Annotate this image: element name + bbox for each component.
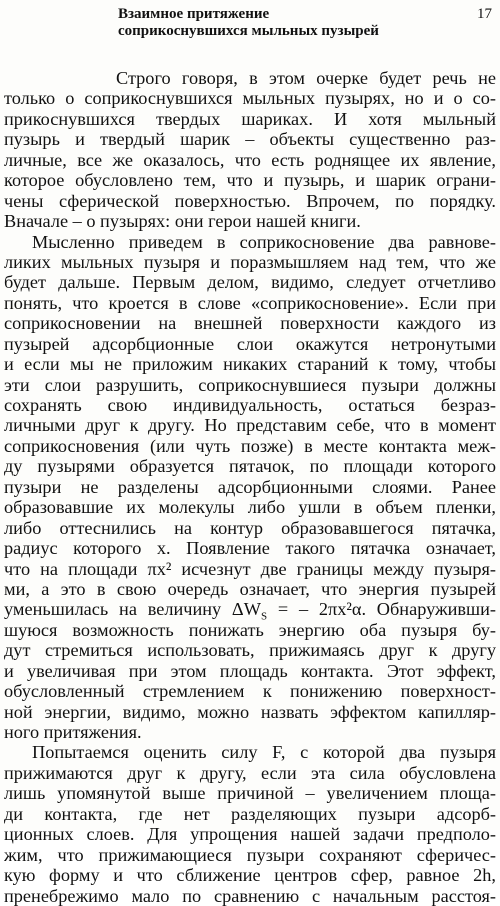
body-line: только о соприкоснувшихся мыльных пузырях, но и о со-: [4, 88, 496, 109]
body-line: кую форму и что сближение центров сфер, равное 2h,: [4, 865, 496, 886]
body-line: ми, а это в свою очередь означает, что энергия пузырей: [4, 578, 496, 599]
body-line: радиус которого x. Появление такого пятачка означает,: [4, 538, 496, 559]
section-title: [118, 6, 458, 40]
body-line: ного притяжения.: [4, 722, 142, 742]
body-line: прикоснувшихся твердых шариках. И хотя мыльный: [4, 108, 496, 129]
body-line: либо оттеснились на контур образовавшегося пятачка,: [4, 517, 496, 538]
body-line: пузырь и твердый шарик – объекты существенно раз-: [4, 129, 496, 150]
body-line: и увеличивая при этом площадь контакта. Этот эффект,: [4, 660, 496, 681]
body-line: будет дальше. Первым делом, видимо, следует отчетливо: [4, 272, 496, 293]
body-line: ду пузырями образуется пятачок, по площади которого: [4, 456, 496, 477]
body-line: понять, что кроется в слове «соприкосновение». Если при: [4, 292, 496, 313]
body-line: жим, что прижимающиеся пузыри сохраняют сферичес-: [4, 844, 496, 865]
body-line: что на площади πx² исчезнут две границы между пузыря-: [4, 558, 496, 579]
body-line: прижимаются друг к другу, если эта сила обусловлена: [4, 762, 496, 783]
body-line: соприкосновения (или чуть позже) в месте контакта меж-: [4, 435, 496, 456]
body-line: Попытаемся оценить силу F, с которой два пузыря: [32, 742, 496, 763]
body-line: лишь упомянутой выше причиной – увеличением площа-: [4, 783, 496, 804]
body-line: ликих мыльных пузыря и поразмышляем над тем, что же: [4, 251, 496, 272]
body-line: Вначале – о пузырях: они герои нашей книги.: [4, 211, 361, 232]
body-line: ной энергии, видимо, можно назвать эффектом капилляр-: [4, 701, 496, 722]
page-number: 17: [477, 6, 492, 22]
body-text: [4, 68, 496, 906]
body-line: пузырей адсорбционные слои окажутся нетронутыми: [4, 333, 496, 354]
body-line: пузыри не разделены адсорбционными слоями. Ранее: [4, 476, 496, 497]
section-title-line-1: Взаимное притяжение: [118, 6, 270, 22]
body-line: уменьшилась на величину $\Delta W_S$ = – 2πx²α. Обнаруживши-: [4, 599, 496, 620]
body-line: соприкосновении на внешней поверхности каждого из: [4, 313, 496, 334]
body-line: шуюся возможность понижать энергию оба пузыря бу-: [4, 619, 496, 640]
body-line: личные, все же оказалось, что есть роднящее их явление,: [4, 149, 496, 170]
body-line: Мысленно приведем в соприкосновение два равнове-: [32, 231, 496, 252]
body-line: ди контакта, где нет разделяющих пузыри адсорб-: [4, 803, 496, 824]
body-line: и если мы не приложим никаких стараний к тому, чтобы: [4, 354, 496, 375]
body-line: личными друг к другу. Но представим себе, что в момент: [4, 415, 496, 436]
body-line: дут стремиться использовать, прижимаясь друг к другу: [4, 640, 496, 661]
body-line: обусловленный стремлением к понижению поверхност-: [4, 681, 496, 702]
body-line: чены сферической поверхностью. Впрочем, по порядку.: [4, 190, 496, 211]
body-line: сохранять свою индивидуальность, остаться безраз-: [4, 395, 496, 415]
body-line: Строго говоря, в этом очерке будет речь не: [116, 68, 496, 88]
body-line: пренебрежимо мало по сравнению с начальным расстоя-: [4, 885, 496, 906]
section-title-line-2: соприкоснувшихся мыльных пузырей: [118, 23, 379, 39]
body-line: образовавшие их молекулы либо ушли в объем пленки,: [4, 497, 496, 518]
body-line: ционных слоев. Для упрощения нашей задачи предполо-: [4, 824, 496, 845]
body-line: которое обусловлено тем, что и пузырь, и шарик ограни-: [4, 170, 496, 191]
body-line: эти слои разрушить, соприкоснувшиеся пузыри должны: [4, 374, 496, 395]
